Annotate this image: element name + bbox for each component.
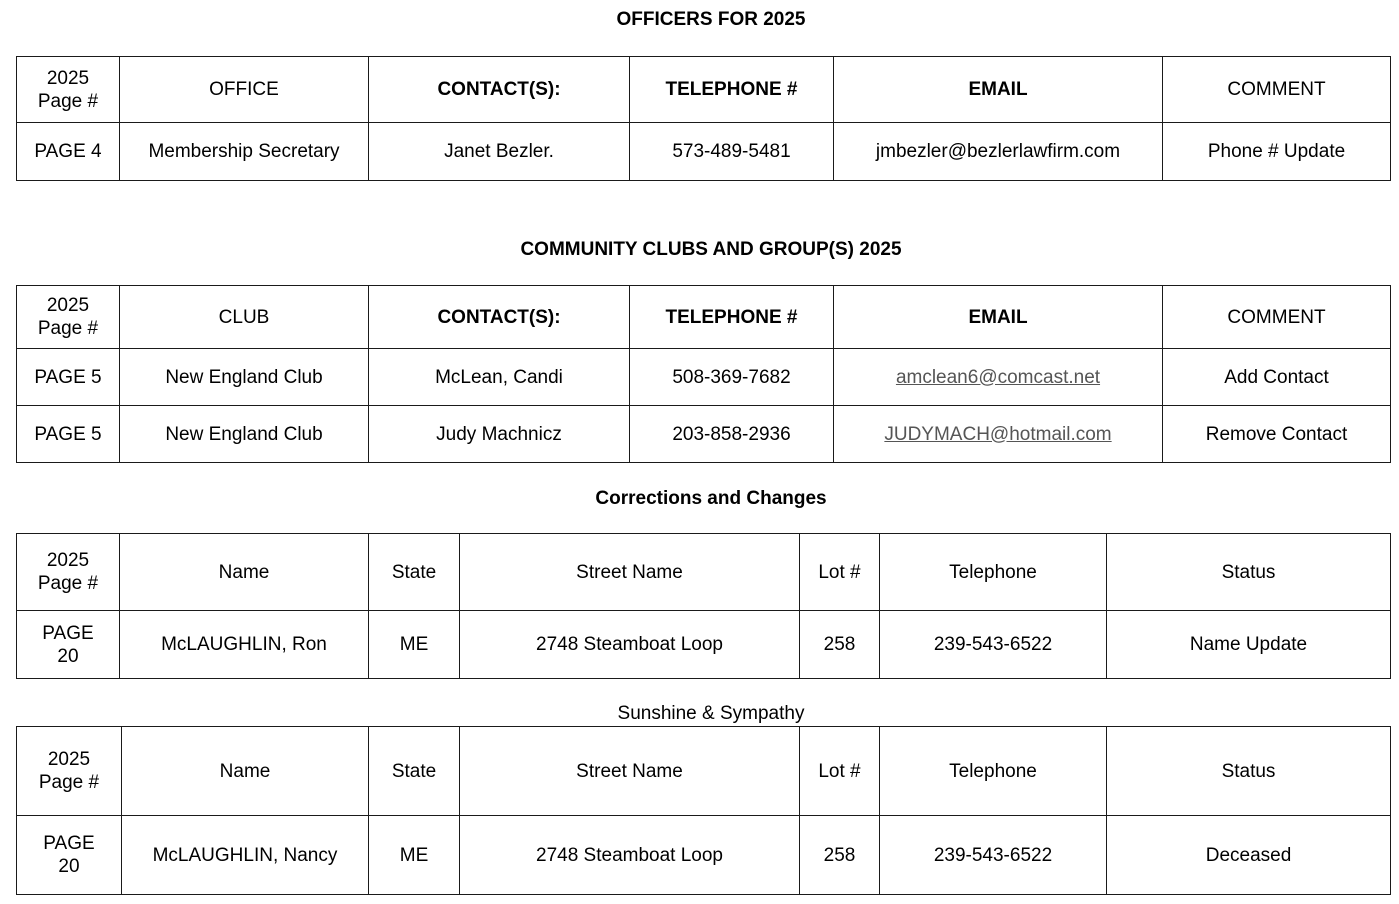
lot-cell: 258 bbox=[800, 611, 880, 679]
page-header-year: 2025 bbox=[46, 67, 90, 89]
contact-cell: Judy Machnicz bbox=[369, 406, 630, 463]
office-cell: Membership Secretary bbox=[120, 123, 369, 181]
table-row bbox=[17, 406, 1391, 463]
header-row bbox=[17, 57, 1391, 123]
state-cell: ME bbox=[369, 611, 460, 679]
contact-header: CONTACT(S): bbox=[369, 286, 630, 349]
name-header: Name bbox=[120, 534, 369, 611]
page-cell bbox=[17, 611, 120, 679]
state-header: State bbox=[369, 534, 460, 611]
comment-cell: Phone # Update bbox=[1163, 123, 1391, 181]
page-header-year: 2025 bbox=[46, 295, 90, 316]
header-row bbox=[17, 286, 1391, 349]
page-header-year: 2025 bbox=[46, 550, 90, 571]
comment-cell: Remove Contact bbox=[1163, 406, 1391, 463]
office-header: OFFICE bbox=[120, 57, 369, 123]
corrections-table bbox=[16, 533, 1391, 679]
page-cell: PAGE 4 bbox=[17, 123, 120, 181]
page-cell: PAGE 5 bbox=[17, 406, 120, 463]
comment-header: COMMENT bbox=[1163, 286, 1391, 349]
street-header: Street Name bbox=[460, 727, 800, 816]
state-header: State bbox=[369, 727, 460, 816]
status-cell: Deceased bbox=[1107, 816, 1391, 895]
table-row bbox=[17, 123, 1391, 181]
state-cell: ME bbox=[369, 816, 460, 895]
sunshine-title: Sunshine & Sympathy bbox=[617, 703, 805, 724]
telephone-header: TELEPHONE # bbox=[630, 57, 834, 123]
page-cell bbox=[17, 816, 122, 895]
contact-cell: Janet Bezler. bbox=[369, 123, 630, 181]
status-header: Status bbox=[1107, 534, 1391, 611]
page-header-label: Page # bbox=[37, 573, 99, 594]
page-cell-number: 20 bbox=[57, 645, 79, 667]
comment-cell: Add Contact bbox=[1163, 349, 1391, 406]
street-header: Street Name bbox=[460, 534, 800, 611]
telephone-cell: 203-858-2936 bbox=[630, 406, 834, 463]
telephone-cell: 573-489-5481 bbox=[630, 123, 834, 181]
name-cell: McLAUGHLIN, Ron bbox=[120, 611, 369, 679]
status-header: Status bbox=[1107, 727, 1391, 816]
page-header-label: Page # bbox=[37, 318, 99, 339]
email-cell bbox=[834, 349, 1163, 406]
comment-header: COMMENT bbox=[1163, 57, 1391, 123]
telephone-cell: 239-543-6522 bbox=[880, 611, 1107, 679]
street-cell: 2748 Steamboat Loop bbox=[460, 816, 800, 895]
club-cell: New England Club bbox=[120, 406, 369, 463]
table-row bbox=[17, 611, 1391, 679]
contact-header: CONTACT(S): bbox=[369, 57, 630, 123]
email-cell: jmbezler@bezlerlawfirm.com bbox=[834, 123, 1163, 181]
header-row bbox=[17, 534, 1391, 611]
email-link[interactable]: amclean6@comcast.net bbox=[895, 366, 1101, 388]
clubs-table bbox=[16, 285, 1391, 463]
email-link[interactable]: JUDYMACH@hotmail.com bbox=[884, 423, 1112, 445]
page-cell: PAGE 5 bbox=[17, 349, 120, 406]
contact-cell: McLean, Candi bbox=[369, 349, 630, 406]
page-header bbox=[17, 286, 120, 349]
telephone-cell: 508-369-7682 bbox=[630, 349, 834, 406]
email-cell bbox=[834, 406, 1163, 463]
telephone-cell: 239-543-6522 bbox=[880, 816, 1107, 895]
page-cell-number: 20 bbox=[58, 856, 80, 877]
officers-title: OFFICERS FOR 2025 bbox=[616, 9, 806, 30]
lot-cell: 258 bbox=[800, 816, 880, 895]
club-cell: New England Club bbox=[120, 349, 369, 406]
street-cell: 2748 Steamboat Loop bbox=[460, 611, 800, 679]
status-cell: Name Update bbox=[1107, 611, 1391, 679]
page-header-year: 2025 bbox=[47, 749, 91, 770]
lot-header: Lot # bbox=[800, 727, 880, 816]
page-header bbox=[17, 727, 122, 816]
clubs-title: COMMUNITY CLUBS AND GROUP(S) 2025 bbox=[520, 239, 902, 260]
page-cell-label: PAGE bbox=[43, 833, 95, 854]
club-header: CLUB bbox=[120, 286, 369, 349]
telephone-header: Telephone bbox=[880, 534, 1107, 611]
sunshine-table bbox=[16, 726, 1391, 895]
page-header-label: Page # bbox=[37, 90, 99, 112]
telephone-header: TELEPHONE # bbox=[630, 286, 834, 349]
page-header-label: Page # bbox=[38, 772, 100, 793]
header-row bbox=[17, 727, 1391, 816]
page-cell-label: PAGE bbox=[42, 622, 94, 644]
corrections-title: Corrections and Changes bbox=[595, 488, 827, 509]
name-header: Name bbox=[122, 727, 369, 816]
email-header: EMAIL bbox=[834, 286, 1163, 349]
email-header: EMAIL bbox=[834, 57, 1163, 123]
page-header bbox=[17, 534, 120, 611]
telephone-header: Telephone bbox=[880, 727, 1107, 816]
name-cell: McLAUGHLIN, Nancy bbox=[122, 816, 369, 895]
page-header bbox=[17, 57, 120, 123]
table-row bbox=[17, 816, 1391, 895]
officers-table bbox=[16, 56, 1391, 181]
table-row bbox=[17, 349, 1391, 406]
lot-header: Lot # bbox=[800, 534, 880, 611]
